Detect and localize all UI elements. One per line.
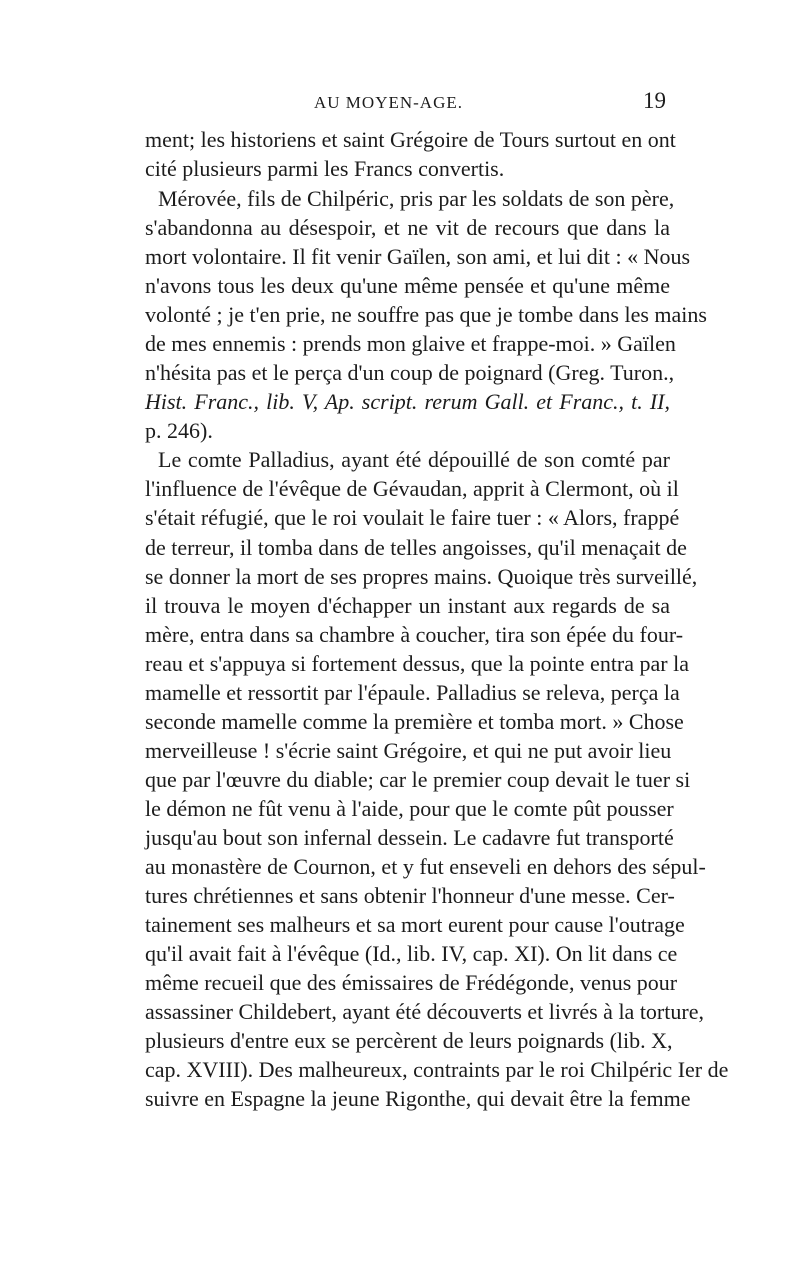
text-line: de terreur, il tomba dans de telles angoisses, qu'il menaçait de [145, 535, 687, 560]
text-line: Mérovée, fils de Chilpéric, pris par les soldats de son père, [158, 186, 675, 211]
text-line: seconde mamelle comme la première et tomba mort. » Chose [145, 709, 684, 734]
text-line: s'abandonna au désespoir, et ne vit de recours que dans la [145, 215, 670, 240]
text-line: Le comte Palladius, ayant été dépouillé de son comté par [158, 447, 670, 472]
text-line: même recueil que des émissaires de Frédégonde, venus pour [145, 970, 678, 995]
text-line: qu'il avait fait à l'évêque (Id., lib. IV, cap. XI). On lit dans ce [145, 941, 678, 966]
text-line: volonté ; je t'en prie, ne souffre pas que je tombe dans les mains [145, 302, 707, 327]
text-line: il trouva le moyen d'échapper un instant aux regards de sa [145, 593, 670, 618]
text-line: n'hésita pas et le perça d'un coup de poignard (Greg. Turon., [145, 360, 675, 385]
text-line: le démon ne fût venu à l'aide, pour que le comte pût pousser [145, 796, 674, 821]
text-line: l'influence de l'évêque de Gévaudan, apprit à Clermont, où il [145, 476, 679, 501]
text-line: s'était réfugié, que le roi voulait le faire tuer : « Alors, frappé [145, 505, 680, 530]
text-line: que par l'œuvre du diable; car le premier coup devait le tuer si [145, 767, 691, 792]
text-line: reau et s'appuya si fortement dessus, que la pointe entra par la [145, 651, 689, 676]
running-header-title: AU MOYEN-AGE. [314, 93, 463, 112]
text-line: p. 246). [145, 418, 213, 443]
text-line: cité plusieurs parmi les Francs convertis. [145, 156, 505, 181]
text-line: ment; les historiens et saint Grégoire de Tours surtout en ont [145, 127, 676, 152]
text-line: mort volontaire. Il fit venir Gaïlen, son ami, et lui dit : « Nous [145, 244, 691, 269]
text-line: mamelle et ressortit par l'épaule. Palladius se releva, perça la [145, 680, 680, 705]
text-line: tures chrétiennes et sans obtenir l'honneur d'une messe. Cer- [145, 883, 675, 908]
text-line-citation: Hist. Franc., lib. V, Ap. script. rerum Gall. et Franc., t. II, [145, 389, 670, 414]
text-line: de mes ennemis : prends mon glaive et frappe-moi. » Gaïlen [145, 331, 676, 356]
text-line: au monastère de Cournon, et y fut enseveli en dehors des sépul- [145, 854, 706, 879]
text-line: se donner la mort de ses propres mains. Quoique très surveillé, [145, 564, 698, 589]
page-number: 19 [643, 88, 666, 113]
text-line: n'avons tous les deux qu'une même pensée et qu'une même [145, 273, 670, 298]
text-line: suivre en Espagne la jeune Rigonthe, qui devait être la femme [145, 1086, 691, 1111]
text-line: cap. XVIII). Des malheureux, contraints par le roi Chilpéric Ier de [145, 1057, 729, 1082]
text-line: jusqu'au bout son infernal dessein. Le cadavre fut transporté [145, 825, 674, 850]
text-line: mère, entra dans sa chambre à coucher, tira son épée du four- [145, 622, 684, 647]
text-line: merveilleuse ! s'écrie saint Grégoire, et qui ne put avoir lieu [145, 738, 672, 763]
text-line: assassiner Childebert, ayant été découverts et livrés à la torture, [145, 999, 704, 1024]
text-line: tainement ses malheurs et sa mort eurent pour cause l'outrage [145, 912, 685, 937]
text-line: plusieurs d'entre eux se percèrent de leurs poignards (lib. X, [145, 1028, 673, 1053]
